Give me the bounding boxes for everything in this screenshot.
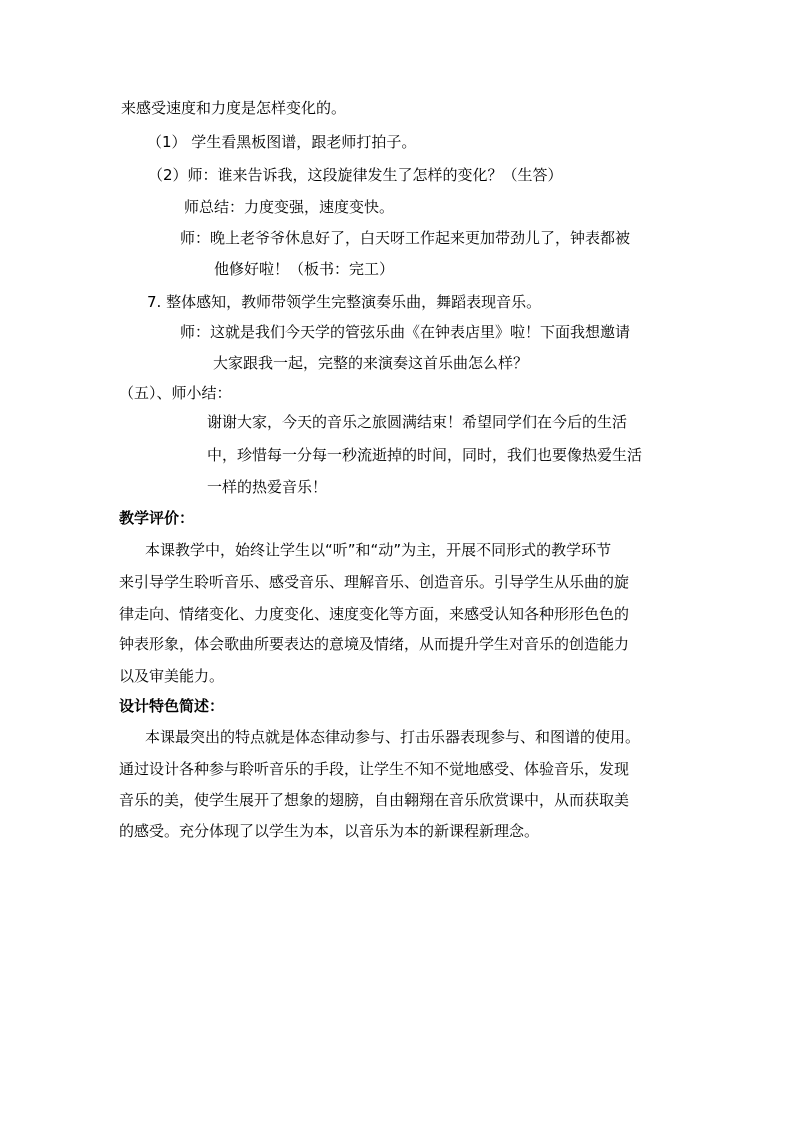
text-line: 本课教学中，始终让学生以“听”和“动”为主，开展不同形式的教学环节 [145,541,612,559]
text-line: （1） 学生看黑板图谱，跟老师打拍子。 [147,133,417,151]
text-line: 中，珍惜每一分每一秒流逝掉的时间，同时，我们也要像热爱生活 [207,446,643,464]
text-line: 一样的热爱音乐！ [207,478,328,496]
text-line: 通过设计各种参与聆听音乐的手段，让学生不知不觉地感受、体验音乐，发现 [119,760,630,778]
text-line: 的感受。充分体现了以学生为本，以音乐为本的新课程新理念。 [119,822,540,840]
text-line: 师：晚上老爷爷休息好了，白天呀工作起来更加带劲儿了，钟表都被 [180,229,631,247]
section-heading: （五）、师小结： [119,384,232,402]
text-line: 来引导学生聆听音乐、感受音乐、理解音乐、创造音乐。引导学生从乐曲的旋 [119,573,630,591]
text-line: 音乐的美，使学生展开了想象的翅膀，自由翱翔在音乐欣赏课中，从而获取美 [119,791,630,809]
text-line: （2）师：谁来告诉我，这段旋律发生了怎样的变化？（生答） [148,166,563,184]
text-line: 大家跟我一起，完整的来演奏这首乐曲怎么样？ [213,354,529,372]
text-line: 本课最突出的特点就是体态律动参与、打击乐器表现参与、和图谱的使用。 [145,728,641,746]
heading-design-features: 设计特色简述： [119,697,225,715]
text-line: 律走向、情绪变化、力度变化、速度变化等方面，来感受认知各种形形色色的 [119,605,630,623]
text-line: 来感受速度和力度是怎样变化的。 [121,99,347,117]
text-line: 师：这就是我们今天学的管弦乐曲《在钟表店里》啦！下面我想邀请 [180,323,631,341]
text-line: 以及审美能力。 [119,667,225,685]
text-line: 7. 整体感知，教师带领学生完整演奏乐曲，舞蹈表现音乐。 [147,293,542,311]
text-line: 谢谢大家，今天的音乐之旅圆满结束！希望同学们在今后的生活 [207,413,628,431]
heading-teaching-evaluation: 教学评价： [119,509,195,527]
text-line: 钟表形象，体会歌曲所要表达的意境及情绪，从而提升学生对音乐的创造能力 [119,635,630,653]
text-line: 师总结：力度变强，速度变快。 [184,198,395,216]
text-line: 他修好啦！（板书：完工） [214,260,395,278]
